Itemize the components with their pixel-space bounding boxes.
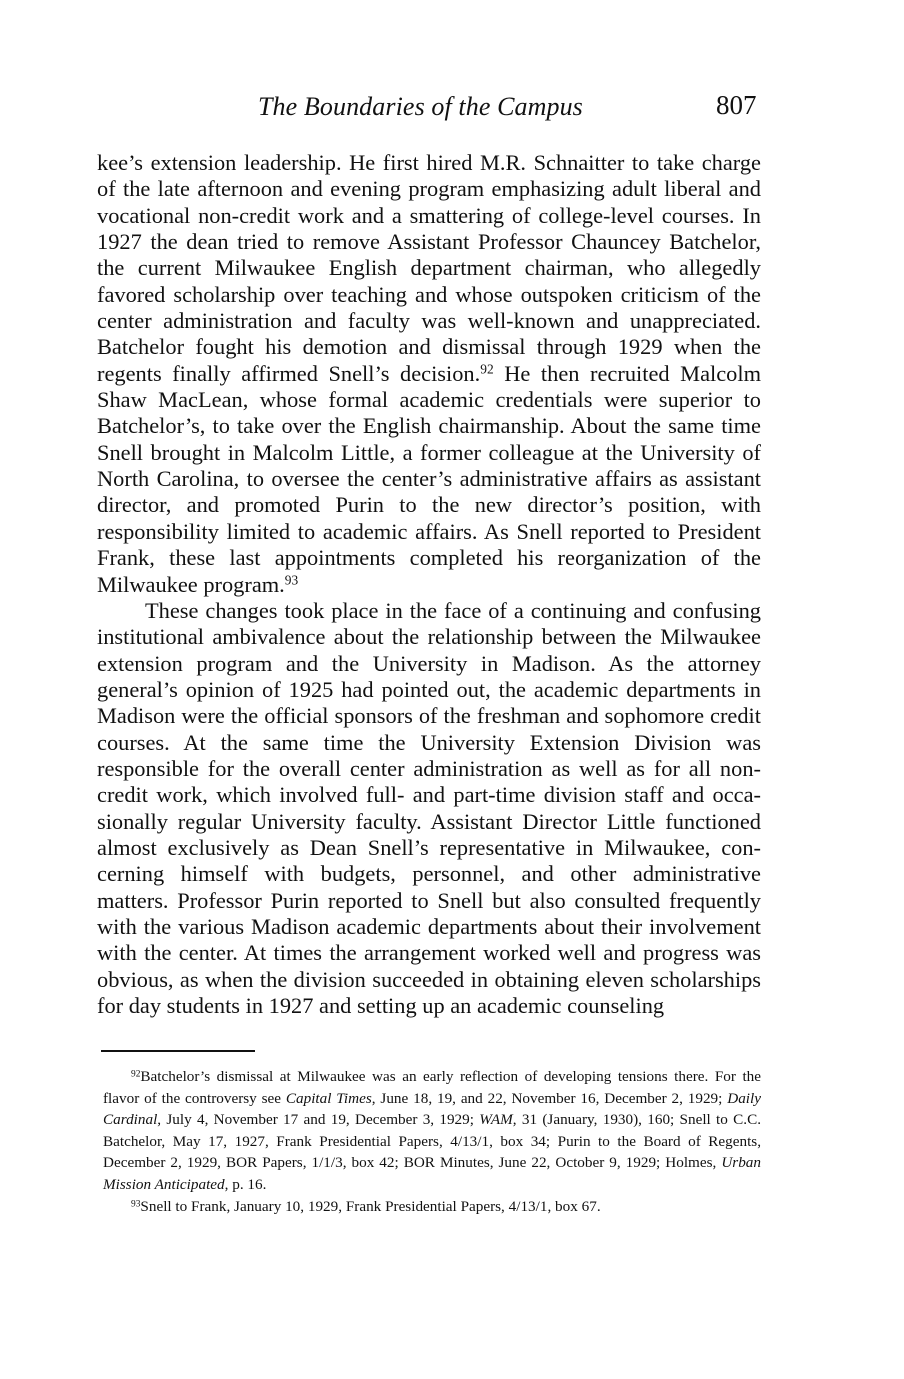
footnote-92-number: 92 (131, 1069, 141, 1080)
running-title: The Boundaries of the Campus (258, 92, 583, 121)
footnote-93-number: 93 (131, 1198, 141, 1209)
footnote-92 (103, 1066, 761, 1196)
body-text (97, 150, 761, 1019)
paragraph-1-text-a: kee’s extension leadership. He first hired M.R. Schnaitter to take charge of the late afternoon and evening program emphasizing adult liberal and vocational non-credit work and a smattering of college-level courses. In 1927 the dean tried to remove Assistant Professor Chauncey Batchelor, the current Milwaukee English department chairman, who allegedly favored scholarship over teaching and whose outspoken criticism of the center administration and faculty was well-known and unappreciated. Batchelor fought his demotion and dismissal through 1929 when the regents finally affirmed Snell’s decision. (97, 150, 761, 386)
footnote-93-text: Snell to Frank, January 10, 1929, Frank Presidential Papers, 4/13/1, box 67. (140, 1197, 601, 1215)
footnote-ref-92: 92 (480, 361, 494, 377)
footnote-ref-93: 93 (284, 572, 299, 588)
footnote-93 (103, 1196, 761, 1218)
footnote-92-source-3: WAM (479, 1111, 513, 1129)
page-number: 807 (716, 90, 757, 120)
footnotes (103, 1066, 761, 1217)
paragraph-1 (97, 150, 761, 598)
footnote-92-source-1: Capital Times (285, 1089, 372, 1107)
footnote-92-source-2: Daily Cardinal (103, 1089, 761, 1129)
paragraph-1-text-b: He then recruited Malcolm Shaw MacLean, whose formal academic credentials were superior to Batchelor’s, to take over the English chairmanship. About the same time Snell brought in Malcolm Little, a former colleague at the University of North Carolina, to oversee the center’s administrative affairs as assistant director, and promoted Purin to the new director’s position, with responsibility limited to academic affairs. As Snell reported to President Frank, these last appointments completed his reorganization of the Milwaukee program. (97, 360, 761, 597)
footnote-92-text-b: , June 18, 19, and 22, November 16, December 2, 1929; (371, 1089, 728, 1107)
footnote-92-text-e: , p. 16. (224, 1175, 267, 1193)
footnote-92-text-c: , July 4, November 17 and 19, December 3, 1929; (157, 1111, 480, 1129)
footnote-92-text-d: , 31 (January, 1930), 160; Snell to C.C. Batchelor, May 17, 1927, Frank Presidential Papers, 4/13/1, box 34; Purin to the Board of Regents, December 2, 1929, BOR Papers, 1/1/3, box 42; BOR Minutes, June 22, October 9, 1929; Holmes, (103, 1111, 762, 1172)
footnote-rule (101, 1050, 255, 1052)
footnote-92-text-a: Batchelor’s dismissal at Milwaukee was an early reflection of developing tensions there. For the flavor of the controversy see (103, 1068, 761, 1107)
page-header (0, 88, 904, 128)
footnote-92-source-4: Urban Mission Anticipated (103, 1154, 761, 1193)
paragraph-2: These changes took place in the face of a continuing and confusing institutional ambivalence about the relationship between the Milwaukee extension program and the University in Madison. As the attorney general’s opinion of 1925 had pointed out, the academic departments in Madison were the official sponsors of the freshman and sophomore credit courses. At the same time the University Extension Division was responsible for the overall center administration as well as for all noncredit work, which involved full- and part-time division staff and occasionally regular University faculty. Assistant Director Little functioned almost exclusively as Dean Snell’s representative in Milwaukee, concerning himself with budgets, personnel, and other administrative matters. Professor Purin reported to Snell but also consulted frequently with the various Madison academic departments about their involvement with the center. At times the arrangement worked well and progress was obvious, as when the division succeeded in obtaining eleven scholarships for day students in 1927 and setting up an academic counseling (97, 597, 761, 1018)
